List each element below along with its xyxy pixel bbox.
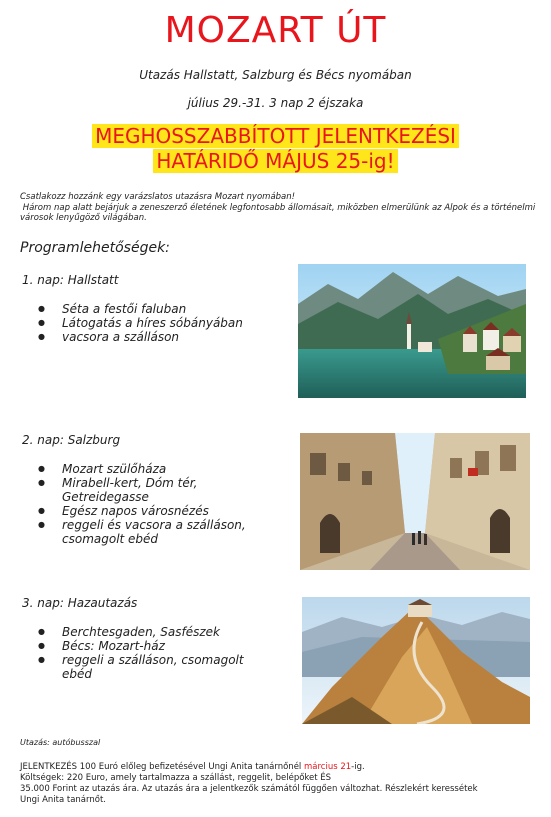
registration-line xyxy=(20,762,535,773)
hallstatt-photo xyxy=(298,264,526,398)
list-item: ● Bécs: Mozart-ház xyxy=(38,639,268,653)
intro-text xyxy=(20,192,540,224)
salzburg-image xyxy=(300,433,530,570)
costs-line-2: 35.000 Forint az utazás ára. Az utazás ára a jelentkezők számától függően változhat. Részlekért keressétek xyxy=(20,784,478,794)
day-1-list xyxy=(38,302,268,344)
salzburg-photo xyxy=(300,433,530,570)
day-2-title: 2. nap: Salzburg xyxy=(22,433,121,447)
registration-date: március 21 xyxy=(303,762,352,772)
list-item: ● Látogatás a híres sóbányában xyxy=(38,316,268,330)
hallstatt-image xyxy=(298,264,526,398)
page-title: MOZART ÚT xyxy=(164,10,387,51)
eagles-nest-image xyxy=(302,597,530,724)
intro-line-1: Csatlakozz hozzánk egy varázslatos utazásra Mozart nyomában! xyxy=(20,192,296,202)
day-3-list xyxy=(38,625,268,681)
intro-line-2: Három nap alatt bejárjuk a zeneszerző életének legfontosabb állomásait, miközben elmerülünk az Alpok és a történelmi városok lenyűgöző világában. xyxy=(20,202,538,223)
registration-suffix: -ig. xyxy=(351,762,365,772)
costs-line-3: Ungi Anita tanárnőt. xyxy=(20,795,106,805)
trip-dates: július 29.-31. 3 nap 2 éjszaka xyxy=(187,96,364,110)
list-item: ● Mirabell-kert, Dóm tér, Getreidegasse xyxy=(38,476,268,504)
list-item: ● reggeli a szálláson, csomagolt ebéd xyxy=(38,653,268,681)
list-item: ● Egész napos városnézés xyxy=(38,504,268,518)
program-heading: Programlehetőségek: xyxy=(20,240,170,256)
day-3-title: 3. nap: Hazautazás xyxy=(22,596,138,610)
footer-details xyxy=(20,762,535,806)
transport-note: Utazás: autóbusszal xyxy=(20,738,101,747)
list-item: ● Mozart szülőháza xyxy=(38,462,268,476)
eagles-nest-photo xyxy=(302,597,530,724)
deadline-line-1: MEGHOSSZABBÍTOTT JELENTKEZÉSI xyxy=(92,124,459,148)
deadline-highlight xyxy=(0,124,551,174)
list-item: ● Berchtesgaden, Sasfészek xyxy=(38,625,268,639)
list-item: ● Séta a festői faluban xyxy=(38,302,268,316)
list-item: ● reggeli és vacsora a szálláson, csomagolt ebéd xyxy=(38,518,268,546)
deadline-line-2: HATÁRIDŐ MÁJUS 25-ig! xyxy=(153,149,397,173)
subtitle: Utazás Hallstatt, Salzburg és Bécs nyomában xyxy=(139,68,412,82)
list-item: ● vacsora a szálláson xyxy=(38,330,268,344)
costs-line-1: Költségek: 220 Euro, amely tartalmazza a szállást, reggelit, belépőket ÉS xyxy=(20,773,332,783)
day-2-list xyxy=(38,462,268,546)
registration-text: JELENTKEZÉS 100 Euró előleg befizetésével Ungi Anita tanárnőnél xyxy=(20,762,304,772)
day-1-title: 1. nap: Hallstatt xyxy=(22,273,119,287)
